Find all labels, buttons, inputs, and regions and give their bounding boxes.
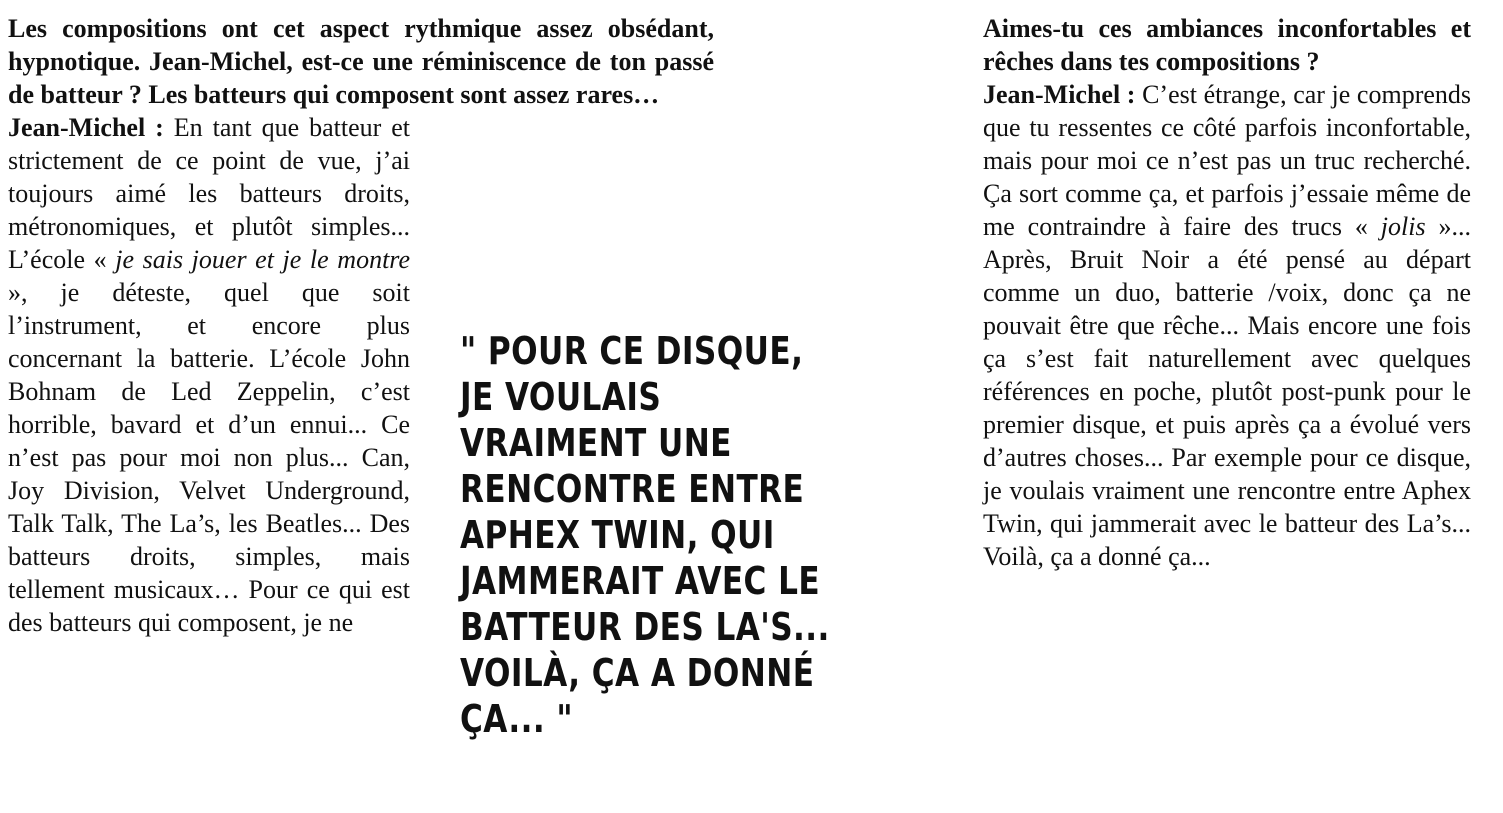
interview-question-right: Aimes-tu ces ambiances inconfortables et rêches dans tes compositions ? [983, 14, 1471, 76]
answer-italic-left: je sais jouer et je le montre [115, 245, 411, 274]
answer-text-right-2: »... Après, Bruit Noir a été pensé au départ comme un duo, batterie /voix, donc ça ne pouvait être que rêche... Mais encore une fois ça s’est fait naturellement avec quelques références en poche, plutôt post-punk pour le premier disque, et puis après ça a évolué vers d’autres choses... Par exemple pour ce disque, je voulais vraiment une rencontre entre Aphex Twin, qui jammerait avec le batteur des La’s... Voilà, ça a donné ça... [983, 212, 1471, 571]
pull-quote: " POUR CE DISQUE, JE VOULAIS VRAIMENT UNE RENCONTRE ENTRE APHEX TWIN, QUI JAMMERAIT AVEC LE BATTEUR DES LA'S... VOILÀ, ÇA A DONNÉ ÇA... " [460, 329, 830, 741]
interview-question-left: Les compositions ont cet aspect rythmique assez obsédant, hypnotique. Jean-Michel, est-ce une réminiscence de ton passé de batteur ? Les batteurs qui composent sont assez rares… [8, 14, 714, 109]
answer-text-right-1: C’est étrange, car je comprends que tu ressentes ce côté parfois inconfortable, mais pour moi ce n’est pas un truc recherché. Ça sort comme ça, et parfois j’essaie même de me contraindre à faire des trucs « [983, 80, 1472, 241]
right-column [983, 12, 1471, 573]
speaker-label-right: Jean-Michel : [983, 80, 1136, 109]
speaker-label-left: Jean-Michel : [8, 113, 164, 142]
answer-italic-right: jolis [1380, 212, 1426, 241]
answer-text-left-2: », je déteste, quel que soit l’instrument, et encore plus concernant la batterie. L’école John Bohnam de Led Zeppelin, c’est horrible, bavard et d’un ennui... Ce n’est pas pour moi non plus... Can, Joy Division, Velvet Underground, Talk Talk, The La’s, les Beatles... Des batteurs droits, simples, mais tellement musicaux… Pour ce qui est des batteurs qui composent, je ne [8, 278, 410, 637]
interview-answer-right [983, 78, 1471, 573]
answer-text-left-1: En tant que batteur et strictement de ce point de vue, j’ai toujours aimé les batteurs droits, métronomiques, et plutôt simples... L’école « [8, 113, 411, 274]
